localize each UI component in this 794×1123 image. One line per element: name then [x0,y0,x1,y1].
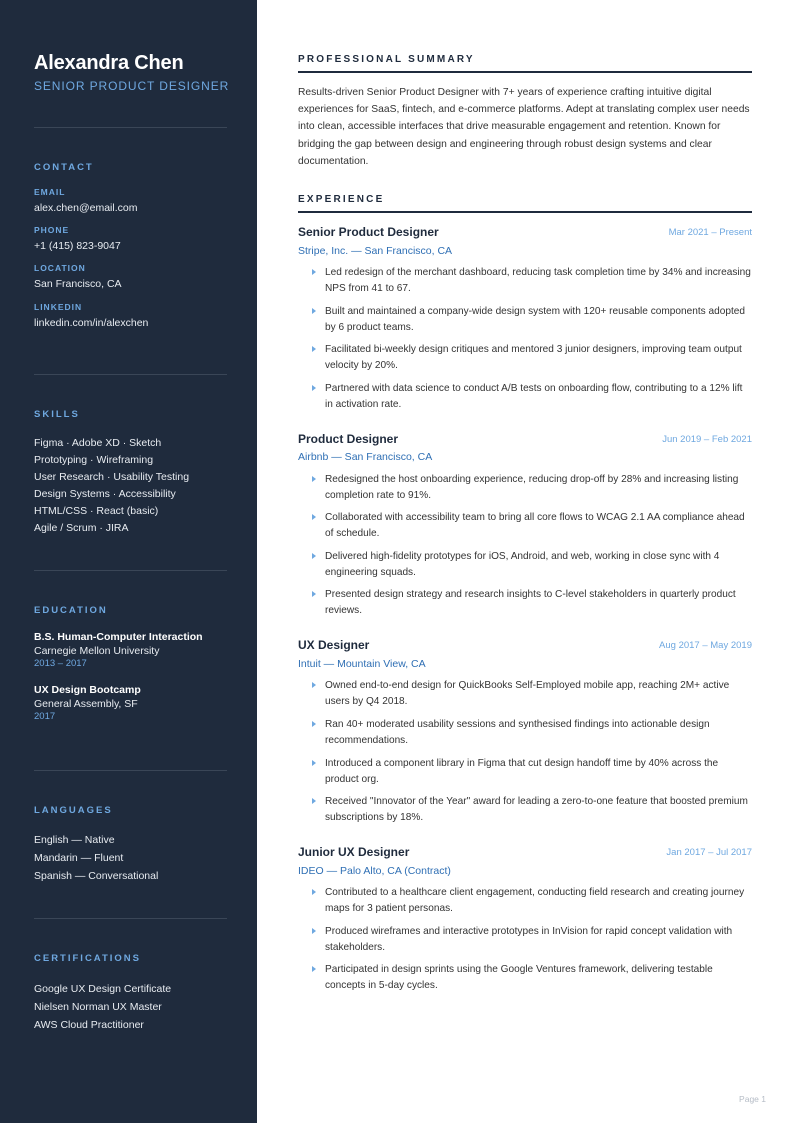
phone-value[interactable]: +1 (415) 823-9047 [34,240,121,252]
summary-heading: PROFESSIONAL SUMMARY [298,54,752,73]
job-bullet: Built and maintained a company-wide design system with 120+ reusable components adopted by 6 product teams. [312,304,752,336]
bullet-arrow-icon [312,346,316,352]
experience-heading: EXPERIENCE [298,194,752,213]
job-title: Senior Product Designer [298,225,439,239]
certification-line: AWS Cloud Practitioner [34,1019,144,1031]
certification-line: Google UX Design Certificate [34,983,172,995]
job-dates: Jun 2019 – Feb 2021 [662,434,752,445]
languages-heading: LANGUAGES [34,805,113,816]
education-school: General Assembly, SF [34,698,138,710]
skill-line: HTML/CSS · React (basic) [34,505,159,517]
job-title: Junior UX Designer [298,845,410,859]
education-school: Carnegie Mellon University [34,645,160,657]
skill-line: Agile / Scrum · JIRA [34,522,129,534]
bullet-arrow-icon [312,514,316,520]
bullet-arrow-icon [312,385,316,391]
certifications-heading: CERTIFICATIONS [34,953,141,964]
location-label: LOCATION [34,263,86,273]
bullet-arrow-icon [312,721,316,727]
education-heading: EDUCATION [34,605,108,616]
contact-heading: CONTACT [34,162,94,173]
job-bullet: Ran 40+ moderated usability sessions and synthesised findings into actionable design recommendations. [312,717,752,749]
sidebar-divider [34,770,227,771]
bullet-arrow-icon [312,928,316,934]
sidebar-divider [34,127,227,128]
education-degree: B.S. Human-Computer Interaction [34,631,203,643]
job-bullet: Facilitated bi-weekly design critiques and mentored 3 junior designers, improving team output velocity by 20%. [312,342,752,374]
certification-line: Nielsen Norman UX Master [34,1001,162,1013]
bullet-arrow-icon [312,889,316,895]
sidebar-divider [34,570,227,571]
sidebar-divider [34,374,227,375]
bullet-arrow-icon [312,682,316,688]
email-value[interactable]: alex.chen@email.com [34,202,138,214]
linkedin-label: LINKEDIN [34,302,83,312]
linkedin-value[interactable]: linkedin.com/in/alexchen [34,317,149,329]
language-line: Mandarin — Fluent [34,852,124,864]
education-years: 2013 – 2017 [34,658,87,669]
job-bullet: Collaborated with accessibility team to bring all core flows to WCAG 2.1 AA compliance ahead of schedule. [312,510,752,542]
bullet-arrow-icon [312,760,316,766]
skill-line: Figma · Adobe XD · Sketch [34,437,162,449]
job-bullet: Received "Innovator of the Year" award for leading a zero-to-one feature that boosted premium subscriptions by 18%. [312,794,752,826]
job-bullet: Produced wireframes and interactive prototypes in InVision for rapid concept validation with stakeholders. [312,924,752,956]
bullet-arrow-icon [312,591,316,597]
job-company: Airbnb — San Francisco, CA [298,451,433,463]
bullet-arrow-icon [312,476,316,482]
job-dates: Mar 2021 – Present [668,227,752,238]
language-line: Spanish — Conversational [34,870,159,882]
page-number: Page 1 [739,1094,766,1104]
job-bullet: Led redesign of the merchant dashboard, reducing task completion time by 34% and increasing NPS from 41 to 67. [312,265,752,297]
skills-heading: SKILLS [34,409,80,420]
job-bullet: Delivered high-fidelity prototypes for iOS, Android, and web, working in close sync with 4 engineering squads. [312,549,752,581]
job-bullet: Introduced a component library in Figma that cut design handoff time by 40% across the product org. [312,756,752,788]
job-bullet: Owned end-to-end design for QuickBooks Self-Employed mobile app, reaching 2M+ active users by Q4 2018. [312,678,752,710]
job-title: UX Designer [298,638,370,652]
job-title: Product Designer [298,432,399,446]
candidate-name: Alexandra Chen [34,52,184,74]
bullet-arrow-icon [312,308,316,314]
bullet-arrow-icon [312,553,316,559]
skill-line: User Research · Usability Testing [34,471,190,483]
job-company: IDEO — Palo Alto, CA (Contract) [298,865,451,877]
job-bullet: Presented design strategy and research insights to C-level stakeholders in quarterly product reviews. [312,587,752,619]
bullet-arrow-icon [312,269,316,275]
job-dates: Jan 2017 – Jul 2017 [666,847,752,858]
job-bullet: Partnered with data science to conduct A/B tests on onboarding flow, contributing to a 12% lift in activation rate. [312,381,752,413]
sidebar-divider [34,918,227,919]
job-bullet: Participated in design sprints using the Google Ventures framework, delivering testable concepts in 5-day cycles. [312,962,752,994]
job-company: Stripe, Inc. — San Francisco, CA [298,245,453,257]
phone-label: PHONE [34,225,70,235]
job-bullet: Redesigned the host onboarding experience, reducing drop-off by 28% and increasing listing completion rate to 91%. [312,472,752,504]
summary-text: Results-driven Senior Product Designer with 7+ years of experience crafting intuitive digital experiences for SaaS, fintech, and e-commerce platforms. Adept at translating complex user needs into clean, accessible interfaces that drive measurable engagement and retention. Known for bridging the gap between design and engineering through robust design systems and clear documentation. [298,87,750,167]
skill-line: Design Systems · Accessibility [34,488,176,500]
language-line: English — Native [34,834,115,846]
job-company: Intuit — Mountain View, CA [298,658,426,670]
job-dates: Aug 2017 – May 2019 [659,640,752,651]
job-bullet: Contributed to a healthcare client engagement, conducting field research and creating journey maps for 3 patient personas. [312,885,752,917]
sidebar [0,0,257,1123]
education-years: 2017 [34,711,56,722]
education-degree: UX Design Bootcamp [34,684,141,696]
bullet-arrow-icon [312,966,316,972]
location-value: San Francisco, CA [34,278,122,290]
skill-line: Prototyping · Wireframing [34,454,154,466]
email-label: EMAIL [34,187,66,197]
candidate-role: SENIOR PRODUCT DESIGNER [34,79,230,93]
bullet-arrow-icon [312,798,316,804]
